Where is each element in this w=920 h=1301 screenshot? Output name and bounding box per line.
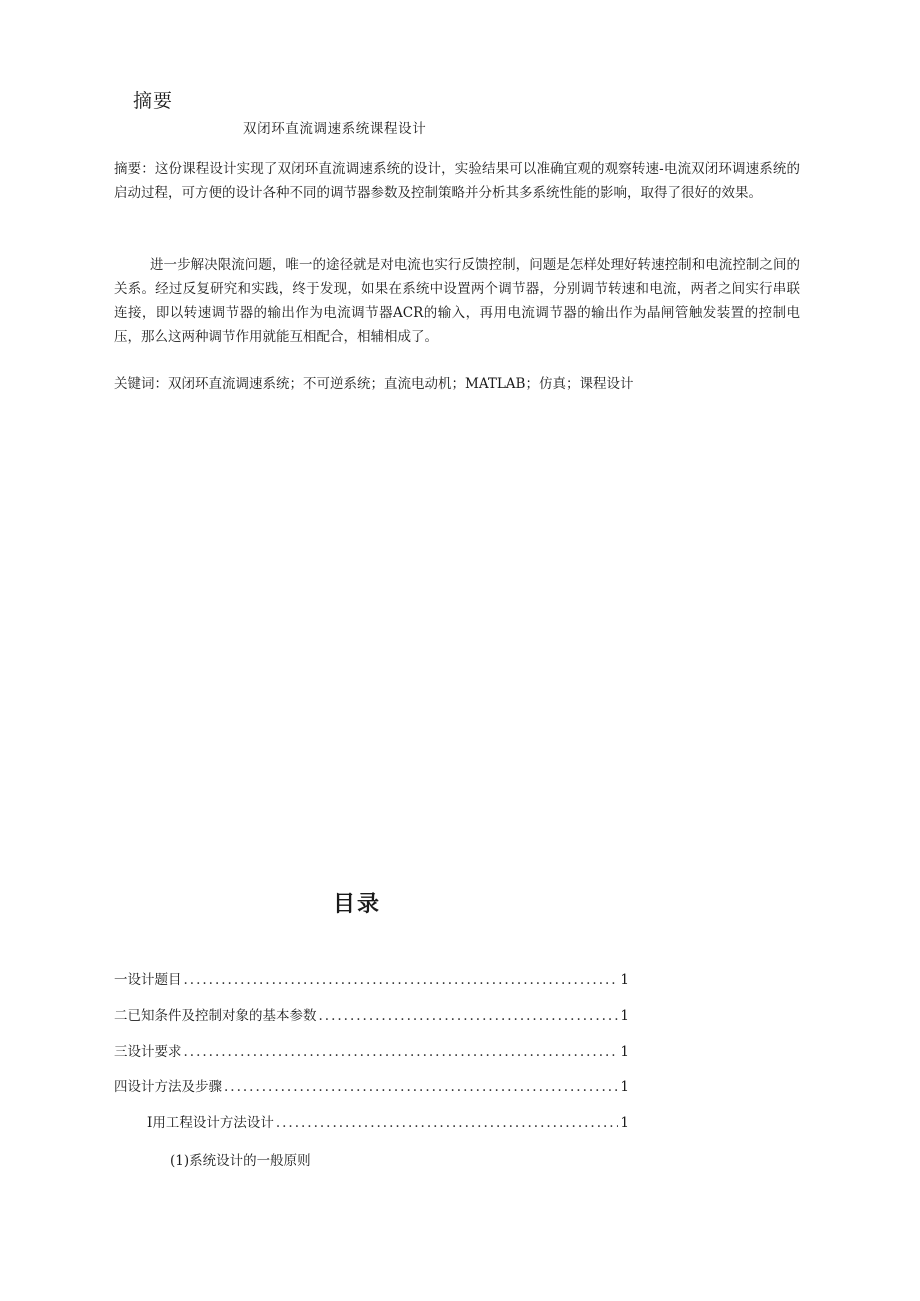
toc-leader-dots — [319, 1008, 619, 1024]
toc-entry-text: 一设计题目 — [114, 972, 182, 988]
toc-entry-text: I用工程设计方法设计 — [147, 1115, 274, 1131]
toc-entry-text: 三设计要求 — [114, 1044, 182, 1060]
abstract-heading: 摘要 — [133, 90, 174, 112]
keywords-line: 关键词：双闭环直流调速系统；不可逆系统；直流电动机；MATLAB；仿真；课程设计 — [114, 376, 634, 392]
document-subtitle: 双闭环直流调速系统课程设计 — [243, 121, 427, 137]
toc-entry-page: 1 — [620, 1079, 629, 1095]
toc-leader-dots — [224, 1079, 618, 1095]
toc-leader-dots — [184, 972, 619, 988]
toc-entry[interactable] — [114, 968, 629, 988]
toc-entry-text: 二已知条件及控制对象的基本参数 — [114, 1008, 317, 1024]
toc-entry-text: 四设计方法及步骤 — [114, 1079, 222, 1095]
toc-title: 目录 — [333, 892, 382, 917]
toc-leader-dots — [276, 1115, 619, 1131]
abstract-paragraph-1: 摘要：这份课程设计实现了双闭环直流调速系统的设计，实验结果可以准确宜观的观察转速-电流双闭环调速系统的启动过程，可方便的设计各种不同的调节器参数及控制策略并分析其多系统性能的影响，取得了很好的效果。 — [114, 161, 800, 201]
toc-entry[interactable] — [114, 1075, 629, 1095]
toc-entry-page: 1 — [620, 1044, 629, 1060]
toc-entry-page: 1 — [620, 972, 629, 988]
abstract-paragraph-2: 进一步解决限流问题，唯一的途径就是对电流也实行反馈控制，问题是怎样处理好转速控制和电流控制之间的关系。经过反复研究和实践，终于发现，如果在系统中设置两个调节器，分别调节转速和电流，两者之间实行串联连接，即以转速调节器的输出作为电流调节器ACR的输入，再用电流调节器的输出作为晶闸管触发装置的控制电压，那么这两种调节作用就能互相配合，相辅相成了。 — [114, 257, 800, 345]
toc-entry[interactable] — [114, 1040, 629, 1060]
toc-leader-dots — [184, 1044, 619, 1060]
toc-subentry[interactable]: (1)系统设计的一般原则 — [170, 1153, 311, 1169]
toc-entry[interactable] — [147, 1111, 629, 1131]
toc-entry-page: 1 — [620, 1008, 629, 1024]
toc-entry-page: 1 — [620, 1115, 629, 1131]
toc-entry[interactable] — [114, 1004, 629, 1024]
